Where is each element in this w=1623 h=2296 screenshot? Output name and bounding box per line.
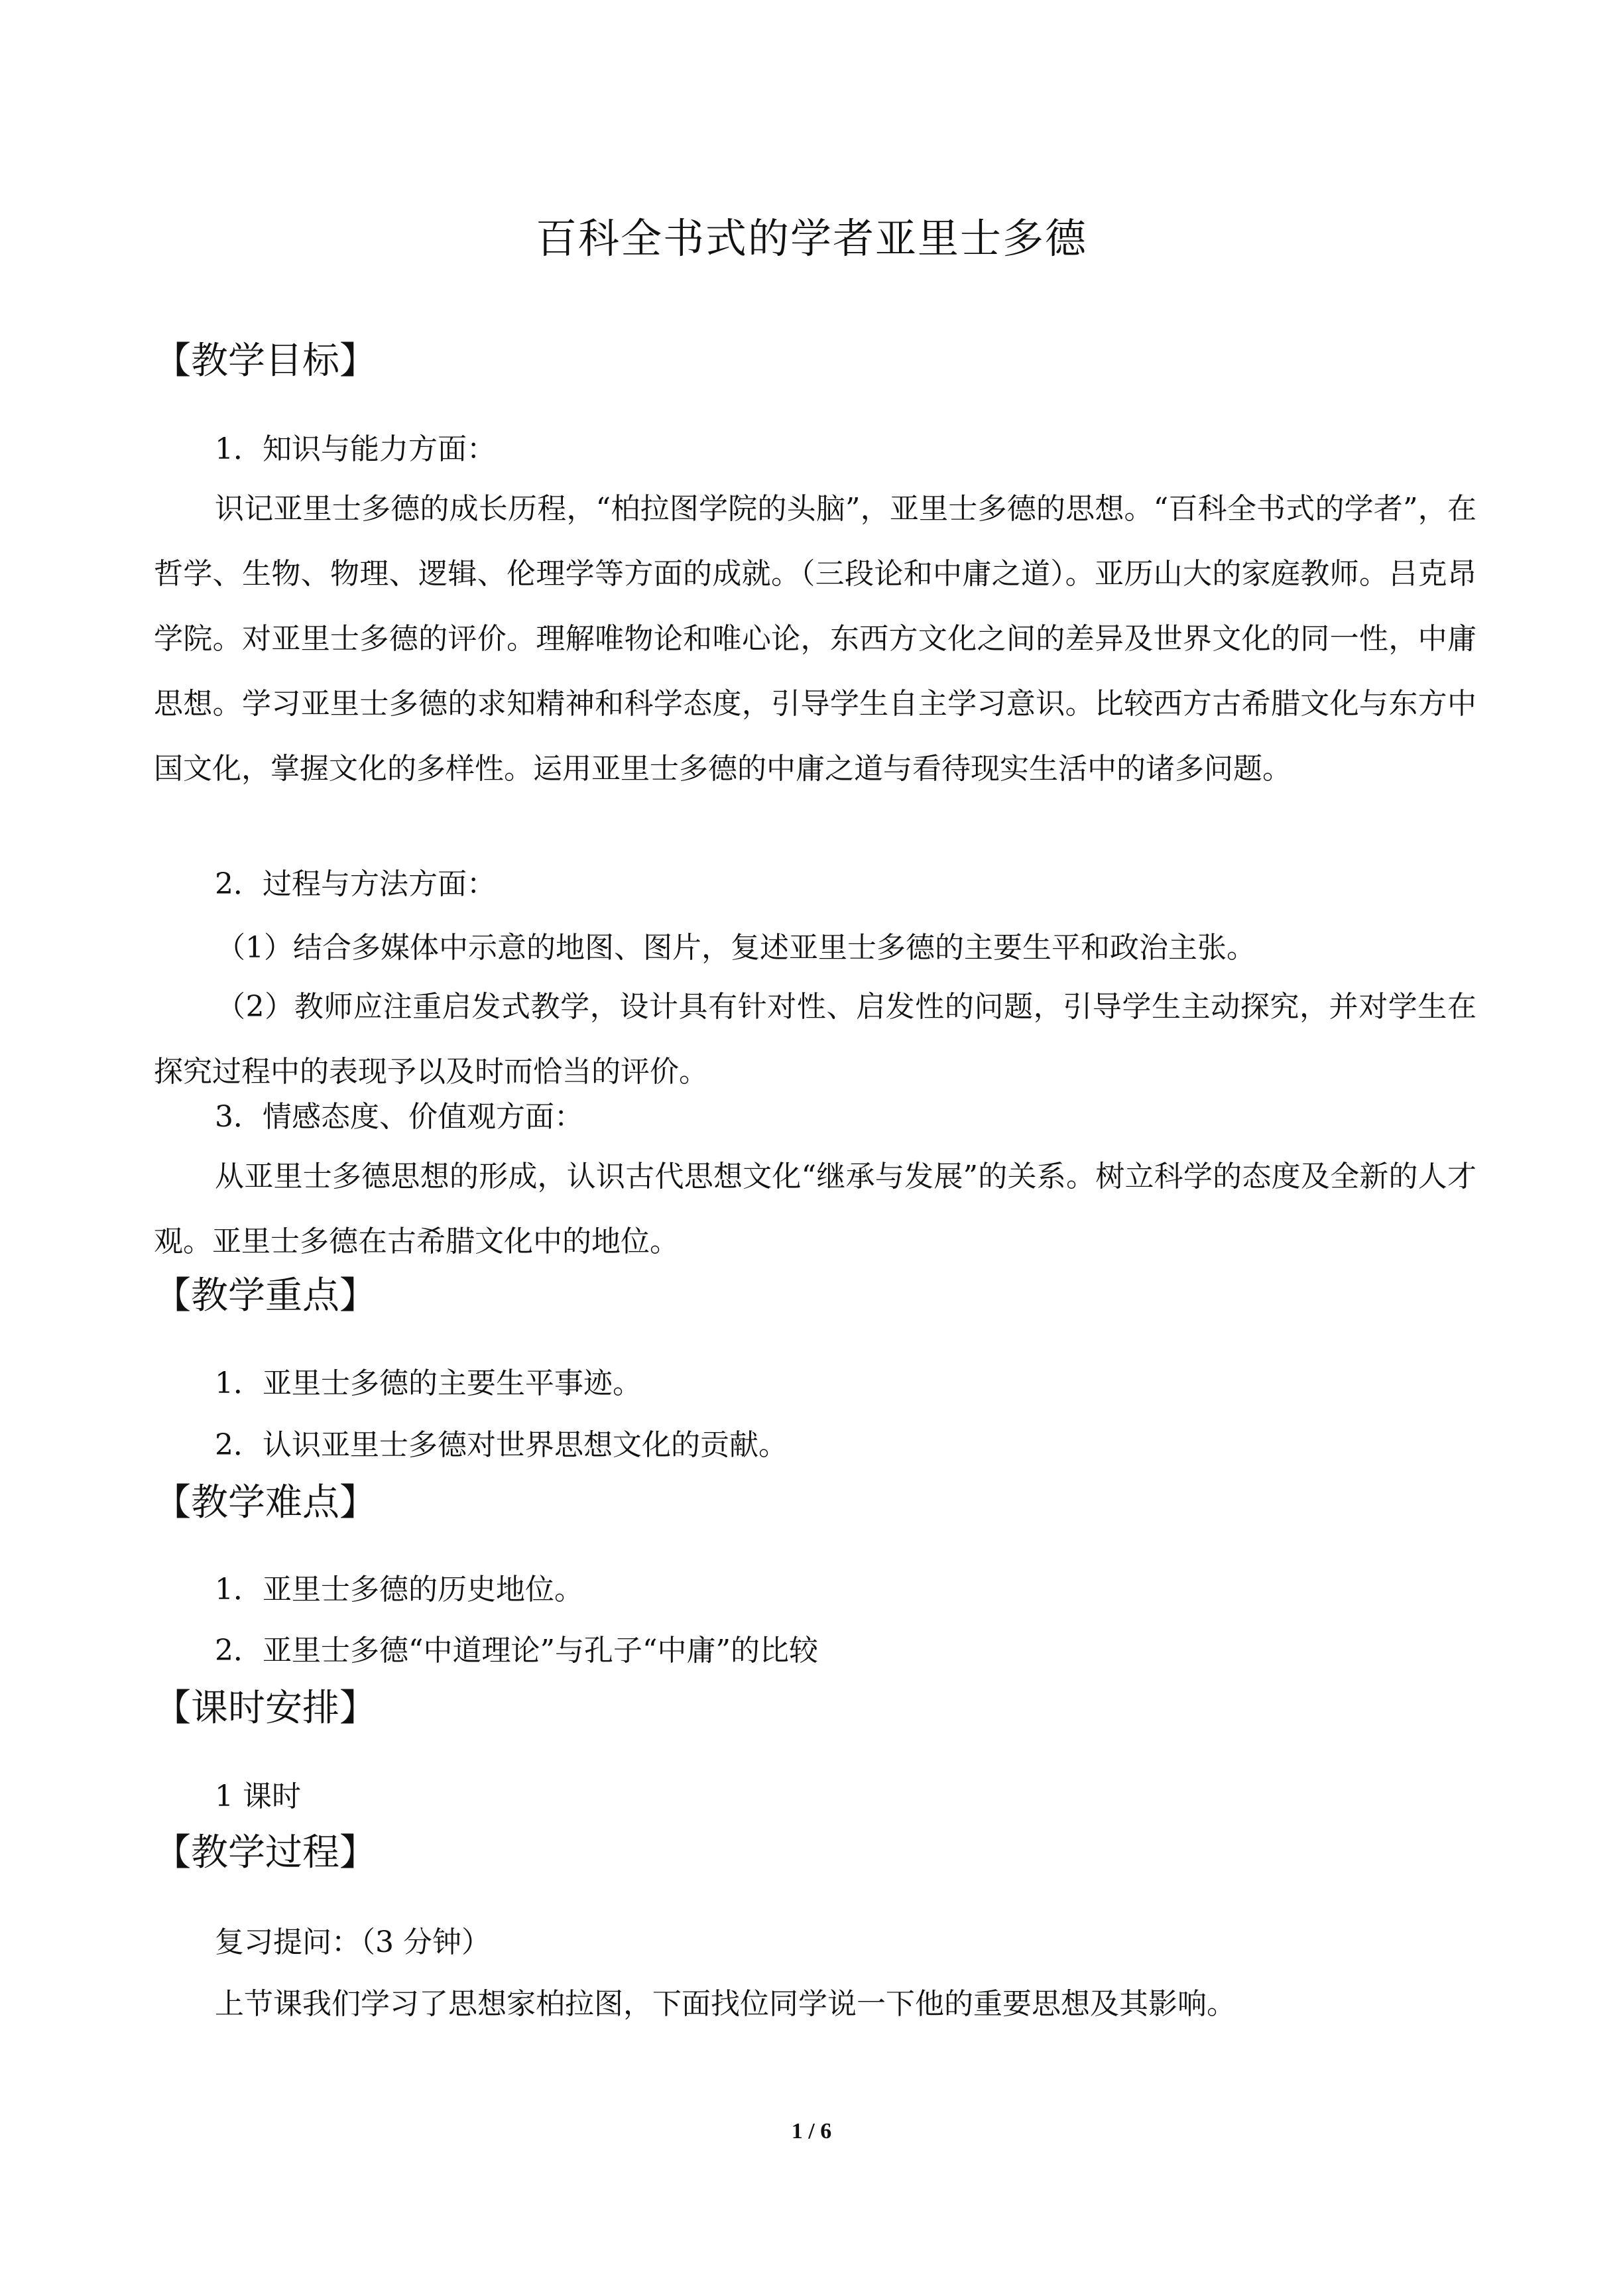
heading-key-points: 【教学重点】 bbox=[154, 1274, 377, 1317]
key-points-item2: 2．认识亚里士多德对世界思想文化的贡献。 bbox=[215, 1428, 788, 1462]
document-title: 百科全书式的学者亚里士多德 bbox=[535, 214, 1087, 263]
objectives-item2-sub1: （1）结合多媒体中示意的地图、图片，复述亚里士多德的主要生平和政治主张。 bbox=[216, 931, 1256, 965]
process-review: 复习提问：（3 分钟） bbox=[215, 1925, 491, 1959]
objectives-item3-text: 从亚里士多德思想的形成，认识古代思想文化“继承与发展”的关系。树立科学的态度及全新的人才观。亚里士多德在古希腊文化中的地位。 bbox=[154, 1160, 1476, 1258]
heading-objectives: 【教学目标】 bbox=[154, 339, 377, 383]
objectives-item1-text: 识记亚里士多德的成长历程，“柏拉图学院的头脑”，亚里士多德的思想。“百科全书式的学者”，在哲学、生物、物理、逻辑、伦理学等方面的成就。（三段论和中庸之道）。亚历山大的家庭教师。吕克昂学院。对亚里士多德的评价。理解唯物论和唯心论，东西方文化之间的差异及世界文化的同一性，中庸思想。学习亚里士多德的求知精神和科学态度，引导学生自主学习意识。比较西方古希腊文化与东方中国文化，掌握文化的多样性。运用亚里士多德的中庸之道与看待现实生活中的诸多问题。 bbox=[154, 492, 1476, 786]
objectives-item2-sub2: （2）教师应注重启发式教学，设计具有针对性、启发性的问题，引导学生主动探究，并对学生在探究过程中的表现予以及时而恰当的评价。 bbox=[154, 990, 1476, 1089]
heading-process: 【教学过程】 bbox=[154, 1831, 377, 1874]
heading-difficulties: 【教学难点】 bbox=[154, 1481, 377, 1524]
objectives-item2-title: 2．过程与方法方面： bbox=[215, 867, 496, 901]
process-text: 上节课我们学习了思想家柏拉图，下面找位同学说一下他的重要思想及其影响。 bbox=[215, 1987, 1236, 2021]
heading-schedule: 【课时安排】 bbox=[154, 1687, 377, 1730]
key-points-item1: 1．亚里士多德的主要生平事迹。 bbox=[215, 1366, 642, 1400]
objectives-item1-title: 1．知识与能力方面： bbox=[215, 432, 496, 466]
schedule-text: 1 课时 bbox=[215, 1780, 301, 1813]
page-number: 1 / 6 bbox=[791, 2119, 832, 2144]
objectives-item3-title: 3．情感态度、价值观方面： bbox=[215, 1100, 583, 1134]
difficulties-item1: 1．亚里士多德的历史地位。 bbox=[215, 1573, 583, 1606]
difficulties-item2: 2．亚里士多德“中道理论”与孔子“中庸”的比较 bbox=[215, 1634, 818, 1667]
